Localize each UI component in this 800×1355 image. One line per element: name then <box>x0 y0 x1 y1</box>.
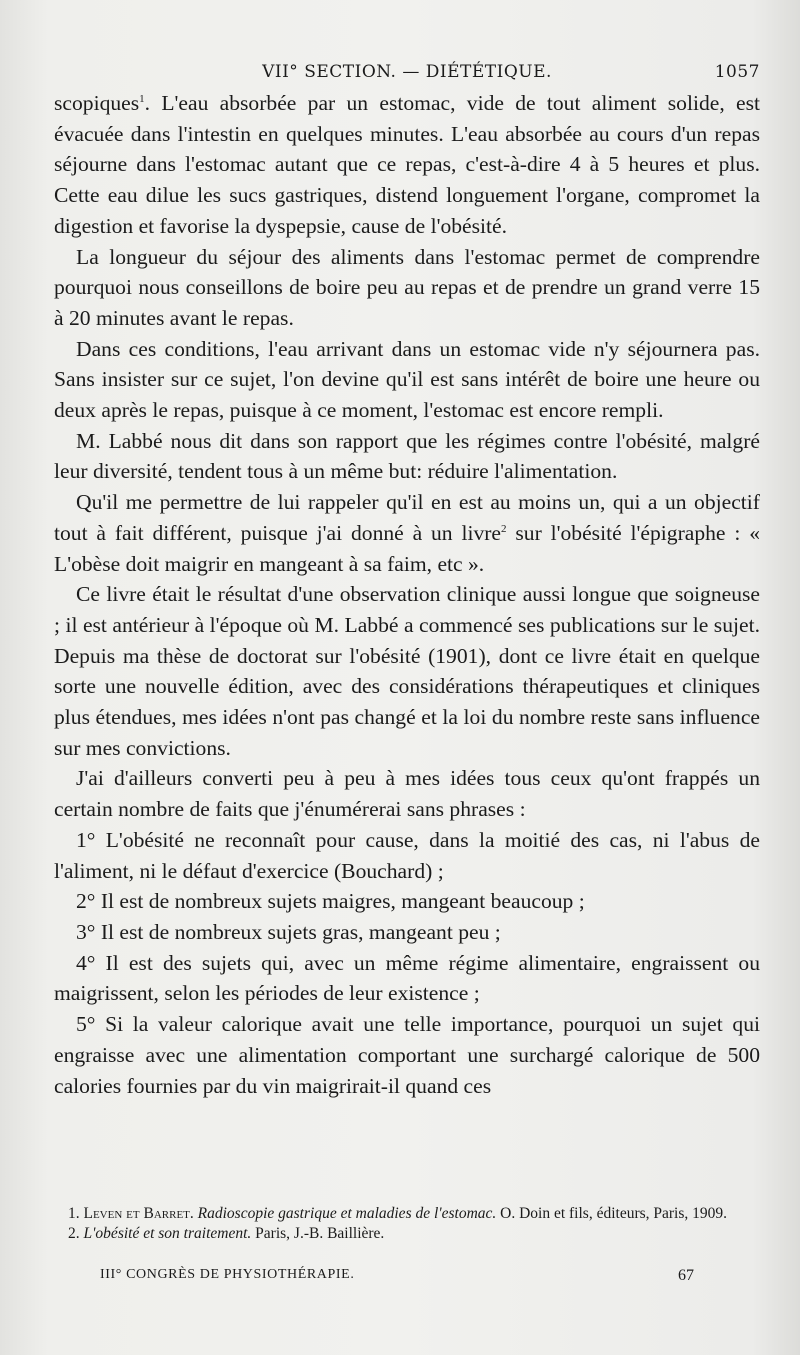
running-title: VII° SECTION. — DIÉTÉTIQUE. <box>262 62 552 82</box>
paragraph-text: scopiques <box>54 91 140 115</box>
footnote-1 <box>54 1204 760 1224</box>
footnote-authors: Leven et Barret. <box>83 1205 194 1222</box>
paragraph-text: . L'eau absorbée par un estomac, vide de tout aliment solide, est évacuée dans l'intestin en quelques minutes. L'eau absorbée au cours d'un repas séjourne dans l'estomac autant que ce repas, c'est-à-dire 4 à 5 heures et plus. Cette eau dilue les sucs gastriques, distend longuement l'organe, compromet la digestion et favorise la dyspepsie, cause de l'obésité. <box>54 91 760 238</box>
running-header <box>54 62 760 88</box>
footnote-2 <box>54 1224 760 1244</box>
signature-mark: III° CONGRÈS DE PHYSIOTHÉRAPIE. <box>100 1267 355 1282</box>
footnote-ref-1[interactable]: 1 <box>139 92 145 105</box>
page-footer <box>54 1267 760 1291</box>
paragraph: Ce livre était le résultat d'une observation clinique aussi longue que soigneuse ; il est antérieur à l'époque où M. Labbé a commencé ses publications sur le sujet. Depuis ma thèse de doctorat sur l'obésité (1901), dont ce livre était en quelque sorte une nouvelle édition, avec des considérations thérapeutiques et cliniques plus étendues, mes idées n'ont pas changé et la loi du nombre reste sans influence sur mes convictions. <box>54 582 760 760</box>
sheet-number: 67 <box>678 1267 694 1284</box>
footnote-publisher: Paris, J.-B. Baillière. <box>255 1225 385 1242</box>
list-item: 2° Il est de nombreux sujets maigres, mangeant beaucoup ; <box>76 889 585 914</box>
page-number: 1057 <box>714 62 760 82</box>
footnote-ref-2[interactable]: 2 <box>501 522 507 535</box>
list-item: 4° Il est des sujets qui, avec un même régime alimentaire, engraissent ou maigrissent, selon les périodes de leur existence ; <box>54 950 760 1006</box>
paragraph <box>54 487 760 579</box>
footnote-publisher: O. Doin et fils, éditeurs, Paris, 1909. <box>500 1205 728 1222</box>
footnote-title: L'obésité et son traitement. <box>83 1225 252 1242</box>
list-item: 5° Si la valeur calorique avait une telle importance, pourquoi un sujet qui engraisse avec une alimentation comportant une surchargé calorique de 500 calories fournies par du vin maigrirait-il quand ces <box>54 1012 760 1098</box>
paragraph: Dans ces conditions, l'eau arrivant dans un estomac vide n'y séjournera pas. Sans insister sur ce sujet, l'on devine qu'il est sans intérêt de boire une heure ou deux après le repas, puisque à ce moment, l'estomac est encore rempli. <box>54 336 760 423</box>
paragraph <box>54 88 760 242</box>
body-text <box>54 88 760 1101</box>
footnote-number: 2. <box>68 1225 80 1242</box>
footnote-number: 1. <box>68 1205 80 1222</box>
paragraph-text: Qu'il me permettre de lui rappeler qu'il en est au moins un, qui a un objectif tout à fait différent, puisque j'ai donné à un livre <box>54 490 760 545</box>
list-item: 1° L'obésité ne reconnaît pour cause, dans la moitié des cas, ni l'abus de l'aliment, ni le défaut d'exercice (Bouchard) ; <box>54 827 760 883</box>
footnotes <box>54 1204 760 1244</box>
list-item: 3° Il est de nombreux sujets gras, mangeant peu ; <box>76 919 501 944</box>
paragraph: M. Labbé nous dit dans son rapport que les régimes contre l'obésité, malgré leur diversité, tendent tous à un même but: réduire l'alimentation. <box>54 428 760 484</box>
footnote-title: Radioscopie gastrique et maladies de l'estomac. <box>197 1205 497 1222</box>
paragraph: La longueur du séjour des aliments dans l'estomac permet de comprendre pourquoi nous conseillons de boire peu au repas et de prendre un grand verre 15 à 20 minutes avant le repas. <box>54 244 760 330</box>
paragraph-text: sur l'obésité l'épigraphe : « L'obèse doit maigrir en mangeant à sa faim, etc ». <box>54 520 760 576</box>
paragraph: J'ai d'ailleurs converti peu à peu à mes idées tous ceux qu'ont frappés un certain nombre de faits que j'énumérerai sans phrases : <box>54 766 760 822</box>
